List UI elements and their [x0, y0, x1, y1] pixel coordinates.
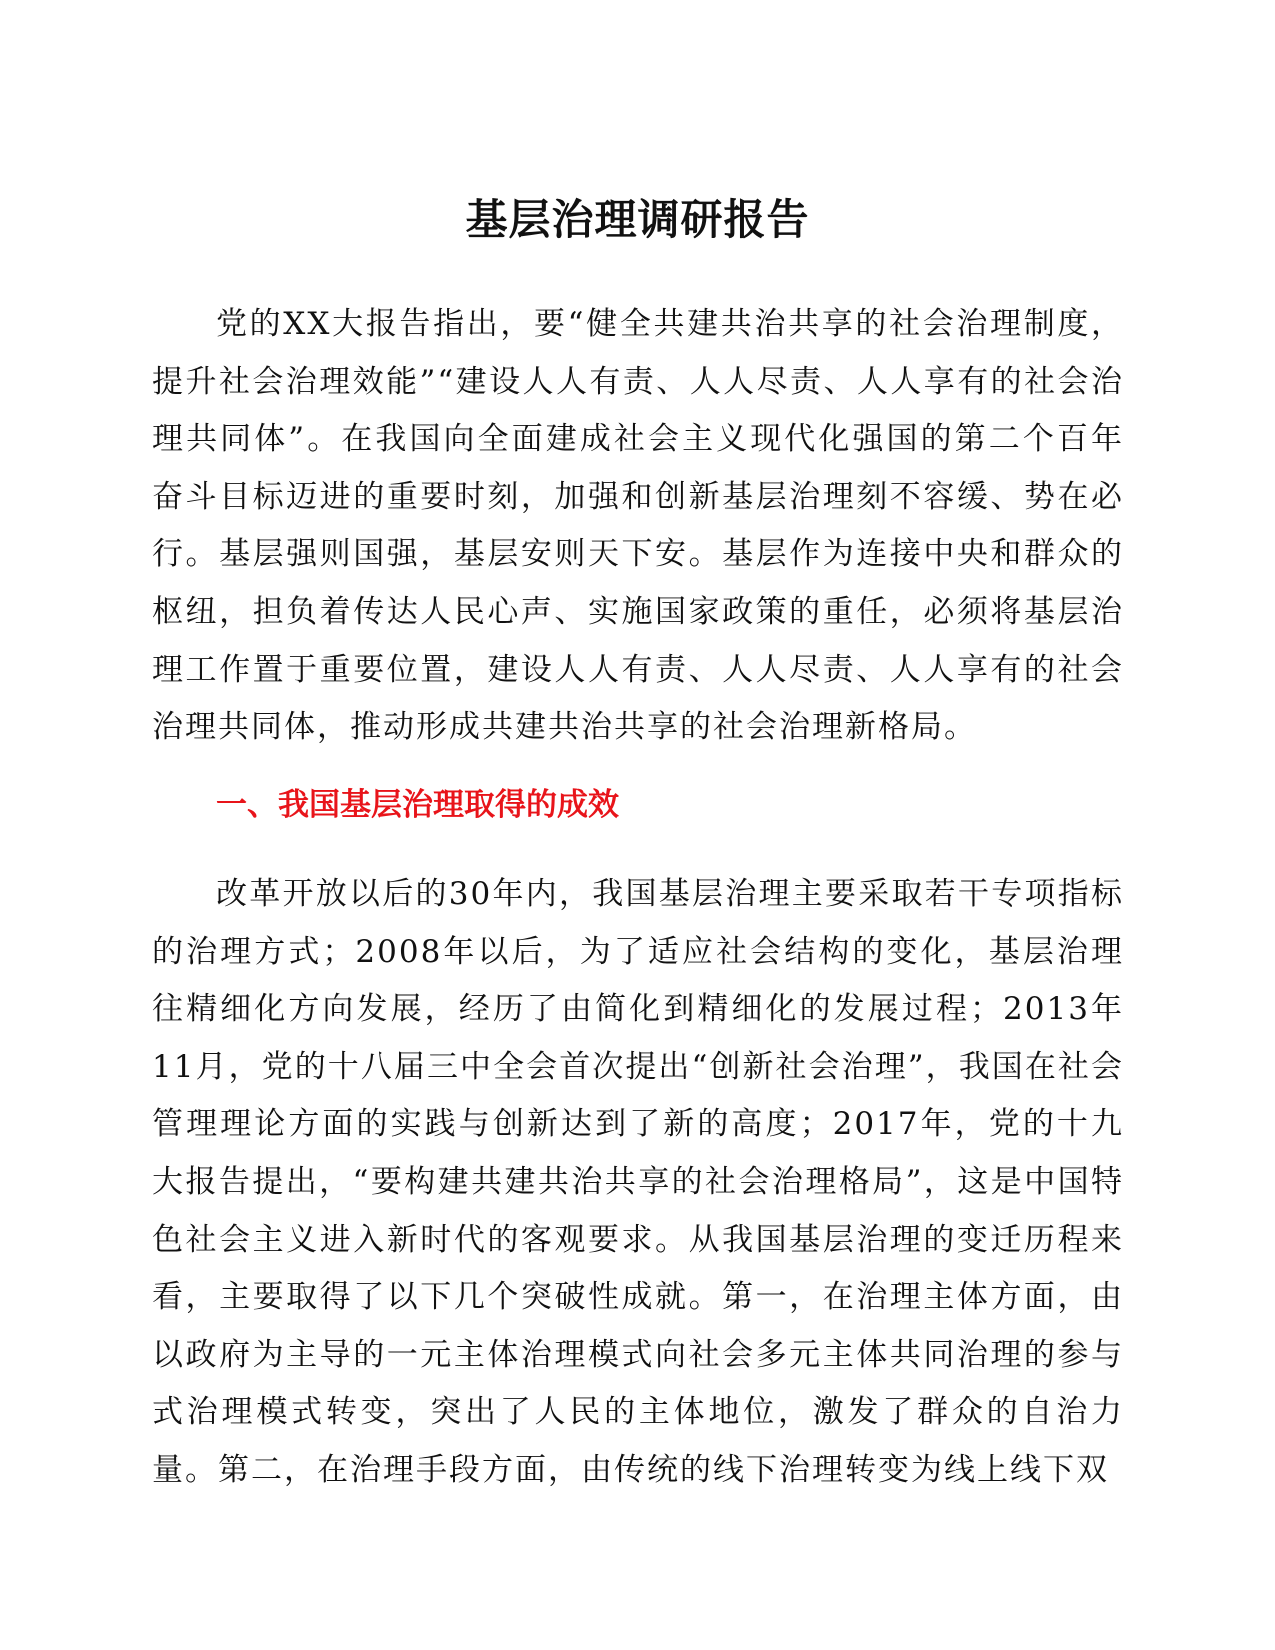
- document-title: 基层治理调研报告: [465, 195, 810, 244]
- intro-paragraph: 党的XX大报告指出，要“健全共建共治共享的社会治理制度，提升社会治理效能”“建设人人有责、人人尽责、人人享有的社会治理共同体”。在我国向全面建成社会主义现代化强国的第二个百年奋斗目标迈进的重要时刻，加强和创新基层治理刻不容缓、势在必行。基层强则国强，基层安则天下安。基层作为连接中央和群众的枢纽，担负着传达人民心声、实施国家政策的重任，必须将基层治理工作置于重要位置，建设人人有责、人人尽责、人人享有的社会治理共同体，推动形成共建共治共享的社会治理新格局。: [152, 306, 1124, 746]
- body-paragraph: 改革开放以后的30年内，我国基层治理主要采取若干专项指标的治理方式；2008年以后，为了适应社会结构的变化，基层治理往精细化方向发展，经历了由简化到精细化的发展过程；2013年11月，党的十八届三中全会首次提出“创新社会治理”，我国在社会管理理论方面的实践与创新达到了新的高度；2017年，党的十九大报告提出，“要构建共建共治共享的社会治理格局”，这是中国特色社会主义进入新时代的客观要求。从我国基层治理的变迁历程来看，主要取得了以下几个突破性成就。第一，在治理主体方面，由以政府为主导的一元主体治理模式向社会多元主体共同治理的参与式治理模式转变，突出了人民的主体地位，激发了群众的自治力量。第二，在治理手段方面，由传统的线下治理转变为线上线下双: [152, 876, 1124, 1488]
- section-heading: 一、我国基层治理取得的成效: [216, 787, 619, 823]
